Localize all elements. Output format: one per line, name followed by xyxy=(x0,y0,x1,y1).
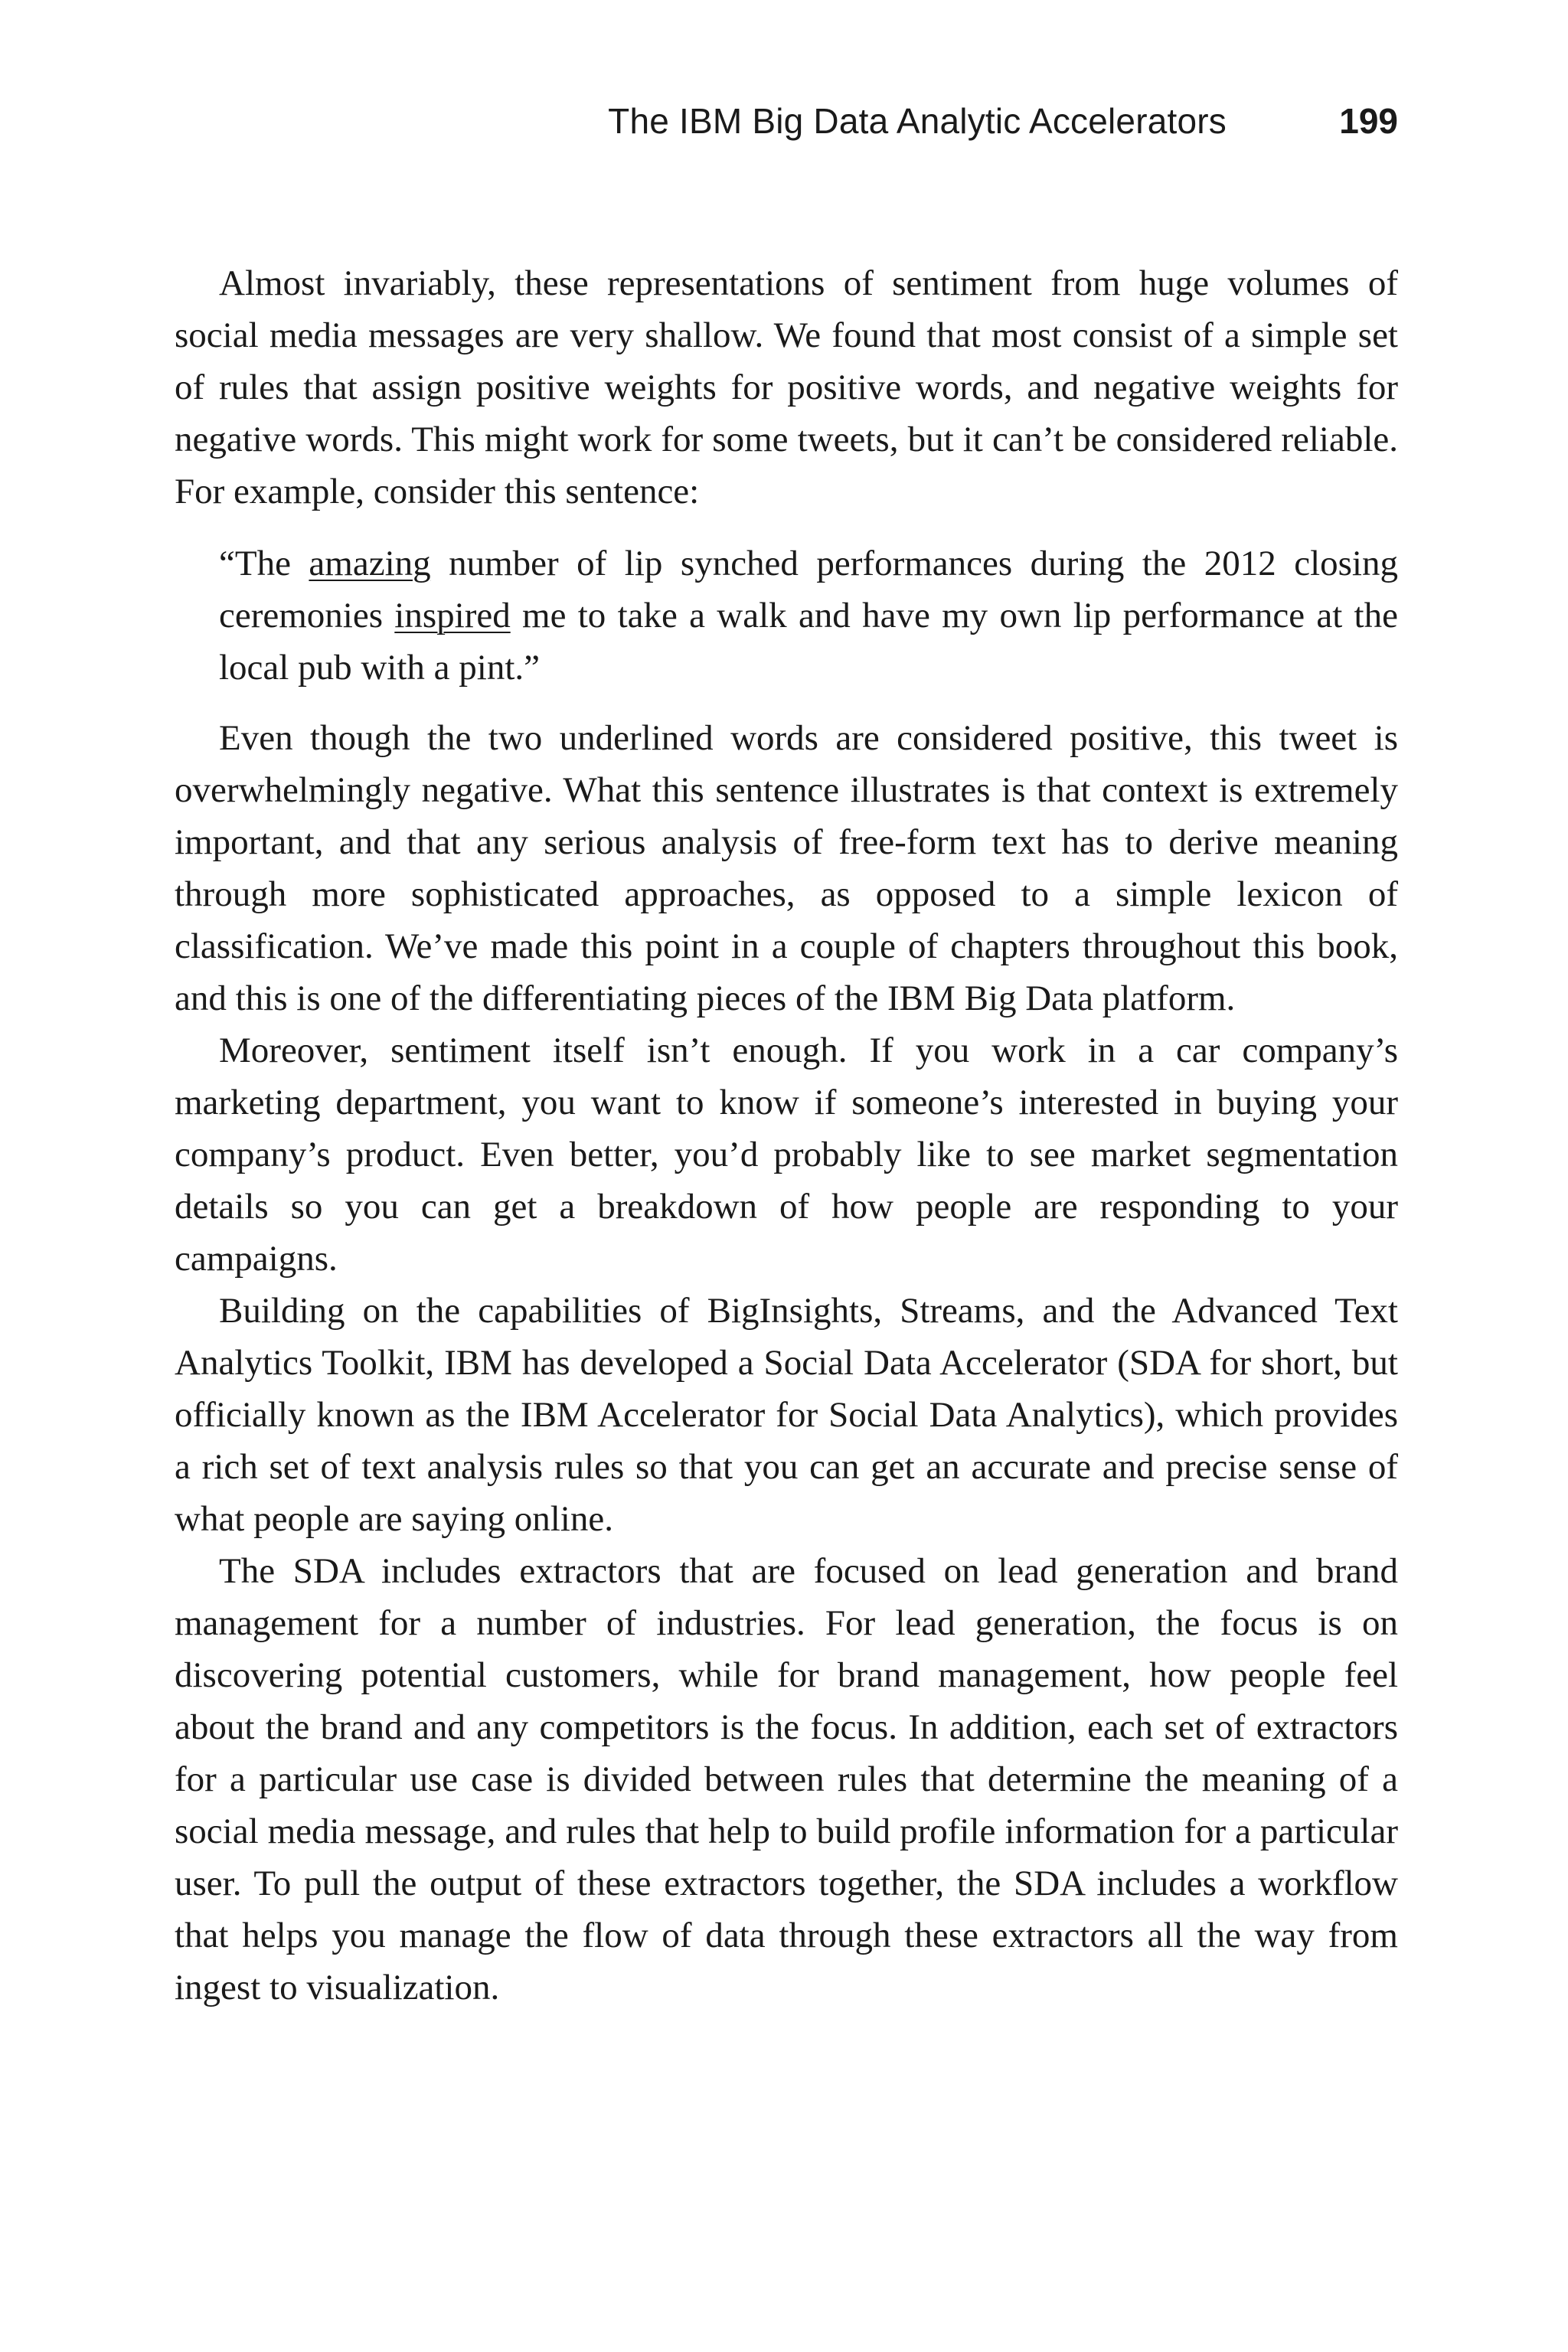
paragraph-1: Almost invariably, these representations of sentiment from huge volumes of social media messages are very shallow. We found that most consist of a simple set of rules that assign positive weights for positive words, and negative weights for negative words. This might work for some tweets, but it can’t be considered reliable. For example, consider this sentence: xyxy=(175,263,1398,511)
underlined-word-inspired: inspired xyxy=(394,596,511,635)
page-number: 199 xyxy=(1339,101,1398,141)
quote-text-3: me to take a walk and have my own lip performance at the local pub with a pint.” xyxy=(219,596,1398,688)
example-quote xyxy=(219,537,1398,694)
paragraph-3: Moreover, sentiment itself isn’t enough. If you work in a car company’s marketing department, you want to know if someone’s interested in buying your company’s product. Even better, you’d probably like to see market segmentation details so you can get a breakdown of how people are responding to your campaigns. xyxy=(175,1031,1398,1279)
underlined-word-amazing: amazing xyxy=(309,544,431,583)
running-head xyxy=(178,98,1398,144)
paragraph-2: Even though the two underlined words are considered positive, this tweet is overwhelmingly negative. What this sentence illustrates is that context is extremely important, and that any serious analysis of free-form text has to derive meaning through more sophisticated approaches, as opposed to a simple lexicon of classification. We’ve made this point in a couple of chapters throughout this book, and this is one of the differentiating pieces of the IBM Big Data platform. xyxy=(175,718,1398,1018)
paragraph-5: The SDA includes extractors that are focused on lead generation and brand management for a number of industries. For lead generation, the focus is on discovering potential customers, while for brand management, how people feel about the brand and any competitors is the focus. In addition, each set of extractors for a particular use case is divided between rules that determine the meaning of a social media message, and rules that help to build profile information for a particular user. To pull the output of these extractors together, the SDA includes a workflow that helps you manage the flow of data through these extractors all the way from ingest to visualization. xyxy=(175,1551,1398,2007)
quote-text-2: number of lip synched performances during the 2012 closing ceremonies xyxy=(219,544,1398,635)
quote-text-1: “The xyxy=(219,544,309,583)
body-text xyxy=(175,257,1398,2014)
paragraph-4: Building on the capabilities of BigInsights, Streams, and the Advanced Text Analytics Toolkit, IBM has developed a Social Data Accelerator (SDA for short, but officially known as the IBM Accelerator for Social Data Analytics), which provides a rich set of text analysis rules so that you can get an accurate and precise sense of what people are saying online. xyxy=(175,1291,1398,1539)
running-title: The IBM Big Data Analytic Accelerators xyxy=(608,101,1227,141)
